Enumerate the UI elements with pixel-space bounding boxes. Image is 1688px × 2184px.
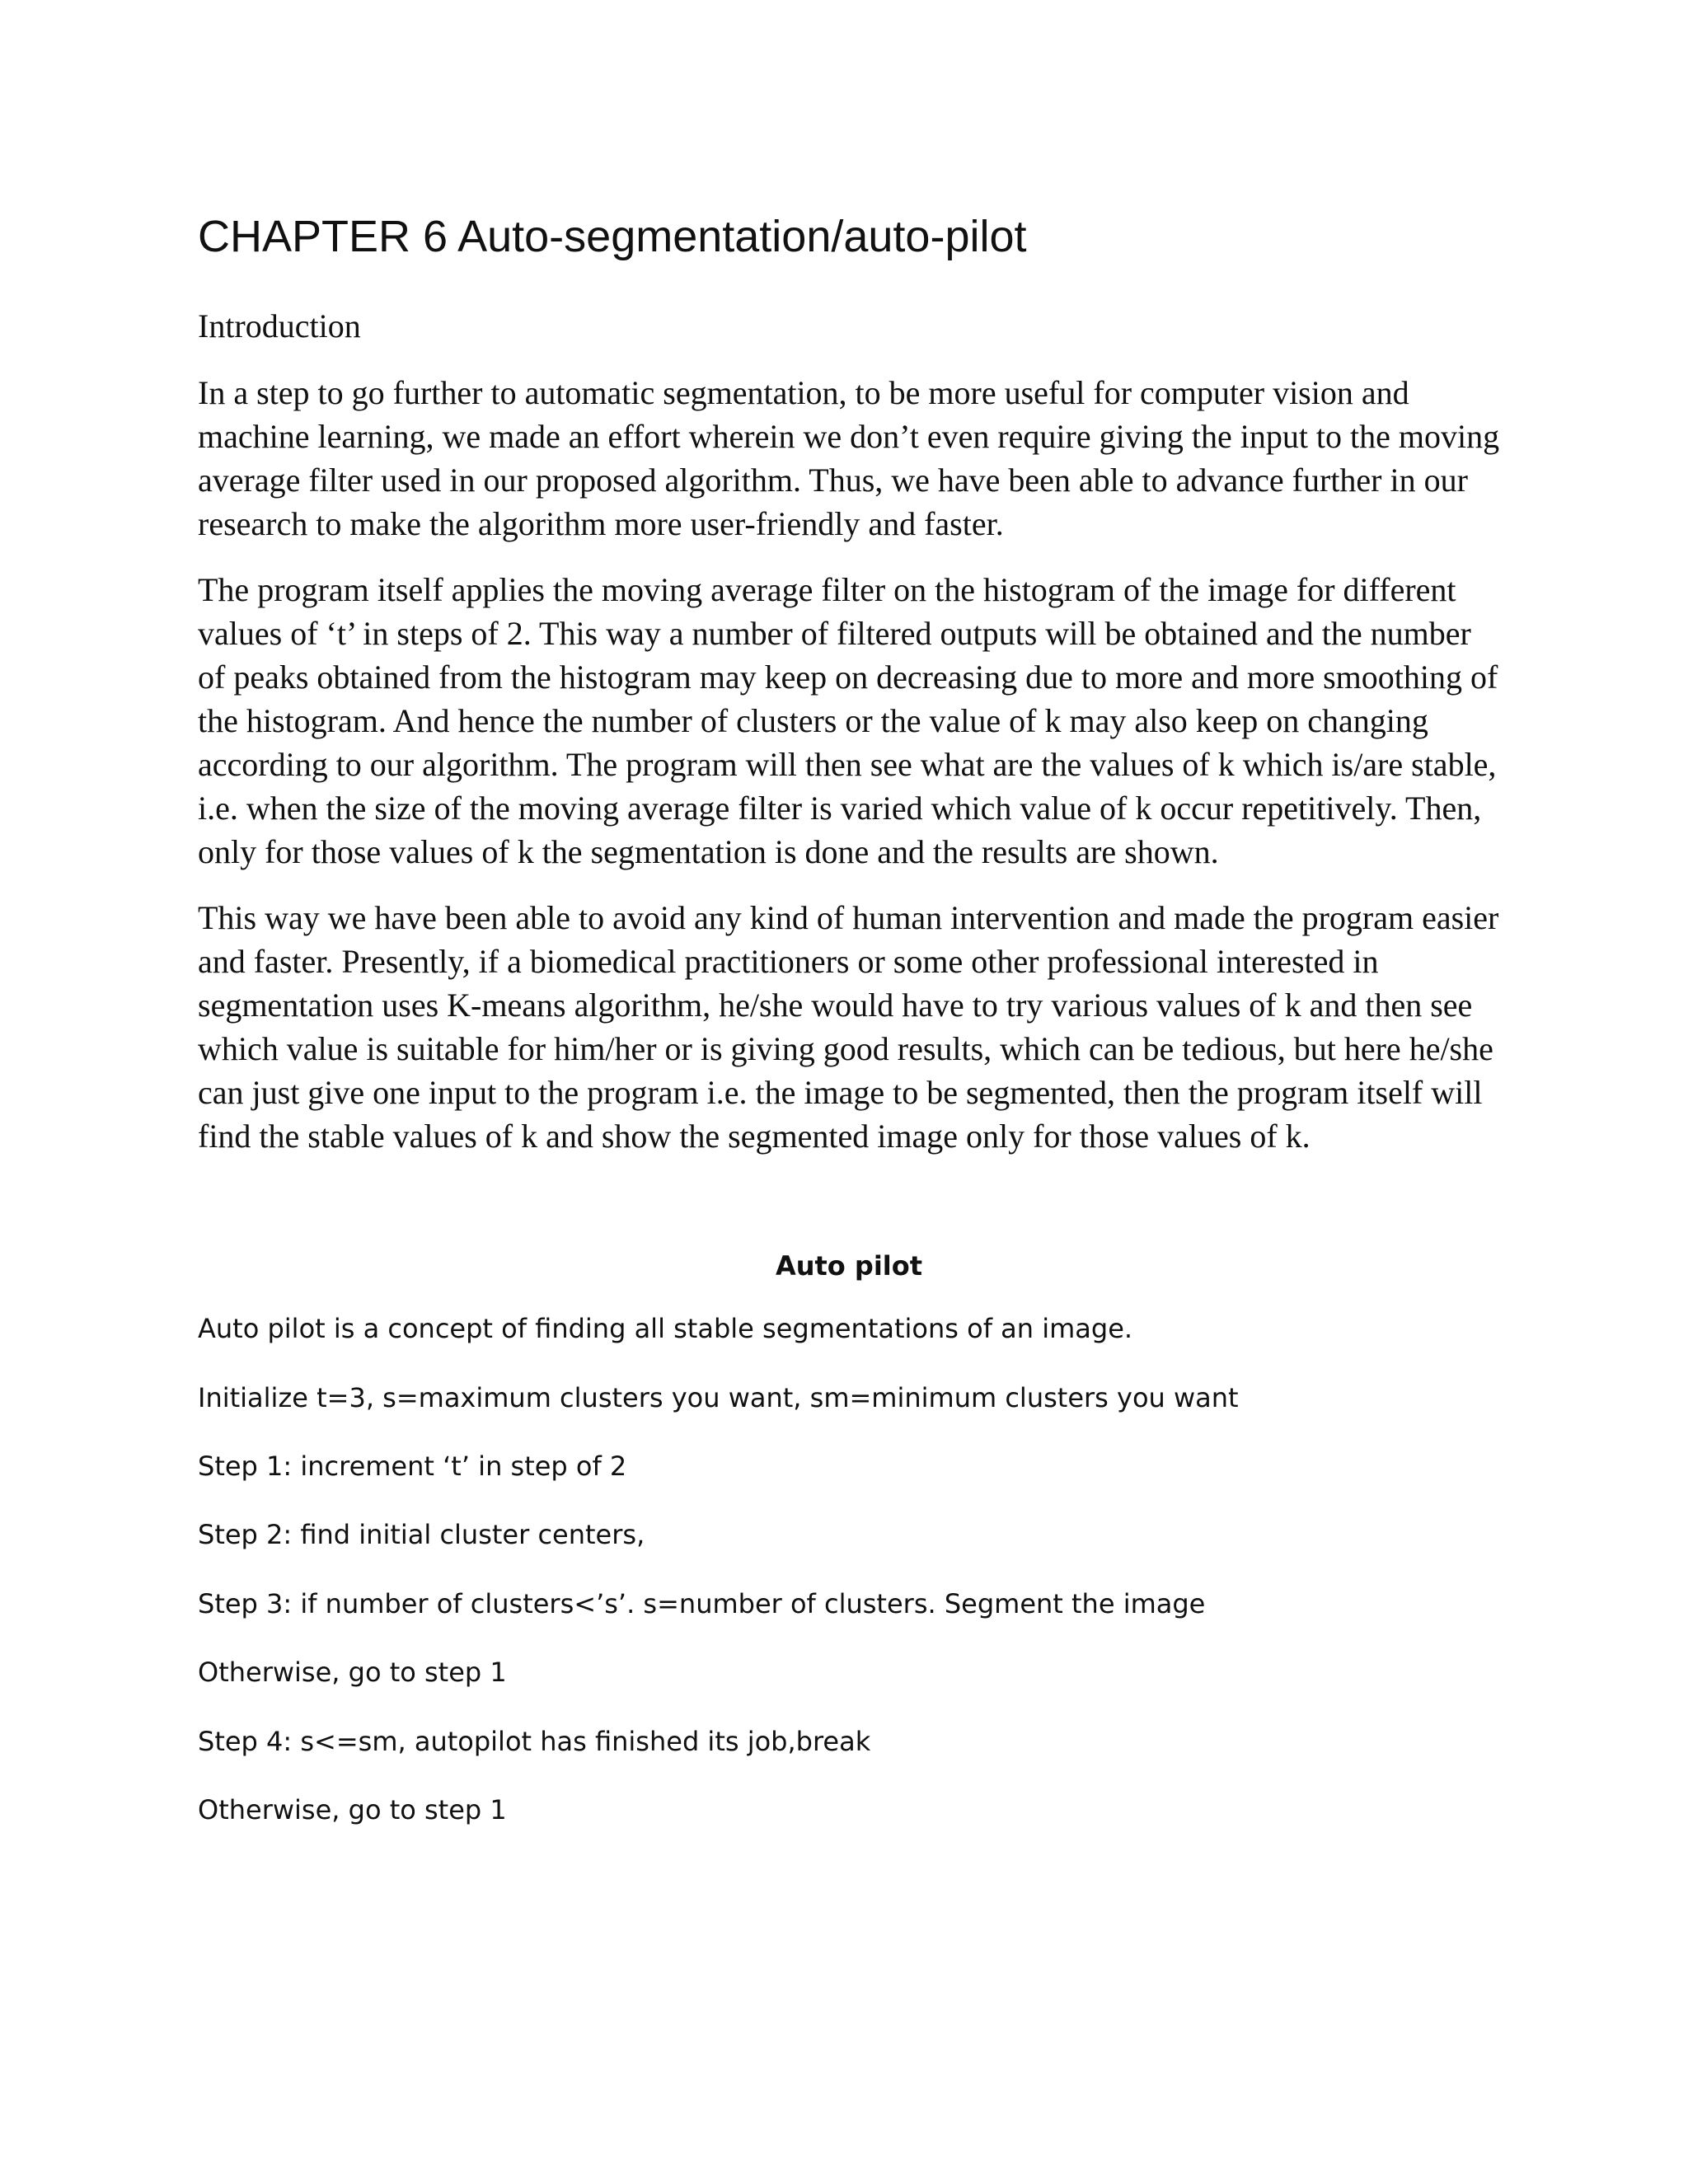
page-content (198, 210, 1500, 1863)
autopilot-otherwise-2: Otherwise, go to step 1 (198, 1793, 507, 1825)
autopilot-otherwise-1: Otherwise, go to step 1 (198, 1657, 507, 1689)
autopilot-step-1: Step 1: increment ‘t’ in step of 2 (198, 1450, 627, 1482)
introduction-heading: Introduction (198, 307, 361, 344)
autopilot-heading: Auto pilot (775, 1249, 923, 1282)
autopilot-step-2: Step 2: find initial cluster centers, (198, 1519, 645, 1551)
autopilot-step-3: Step 3: if number of clusters<’s’. s=number of clusters. Segment the image (198, 1587, 1206, 1619)
autopilot-step-4: Step 4: s<=sm, autopilot has finished its job,break (198, 1725, 871, 1757)
chapter-title: CHAPTER 6 Auto-segmentation/auto-pilot (198, 212, 1027, 261)
intro-paragraph-2: The program itself applies the moving average filter on the histogram of the image for different values of ‘t’ in steps of 2. This way a number of filtered outputs will be obtained and the number of peaks obtained from the histogram may keep on decreasing due to more and more smoothing of the histogram. And hence the number of clusters or the value of k may also keep on changing according to our algorithm. The program will then see what are the values of k which is/are stable, i.e. when the size of the moving average filter is varied which value of k occur repetitively. Then, only for those values of k the segmentation is done and the results are shown. (198, 570, 1498, 870)
autopilot-initialize-line: Initialize t=3, s=maximum clusters you want, sm=minimum clusters you want (198, 1381, 1239, 1413)
intro-paragraph-1: In a step to go further to automatic segmentation, to be more useful for computer vision and machine learning, we made an effort wherein we don’t even require giving the input to the moving average filter used in our proposed algorithm. Thus, we have been able to advance further in our research to make the algorithm more user-friendly and faster. (198, 373, 1500, 542)
autopilot-definition: Auto pilot is a concept of finding all stable segmentations of an image. (198, 1313, 1133, 1345)
intro-paragraph-3: This way we have been able to avoid any kind of human intervention and made the program easier and faster. Presently, if a biomedical practitioners or some other professional interested in segmentation uses K-means algorithm, he/she would have to try various values of k and then see which value is suitable for him/her or is giving good results, which can be tedious, but here he/she can just give one input to the program i.e. the image to be segmented, then the program itself will find the stable values of k and show the segmented image only for those values of k. (198, 898, 1499, 1155)
